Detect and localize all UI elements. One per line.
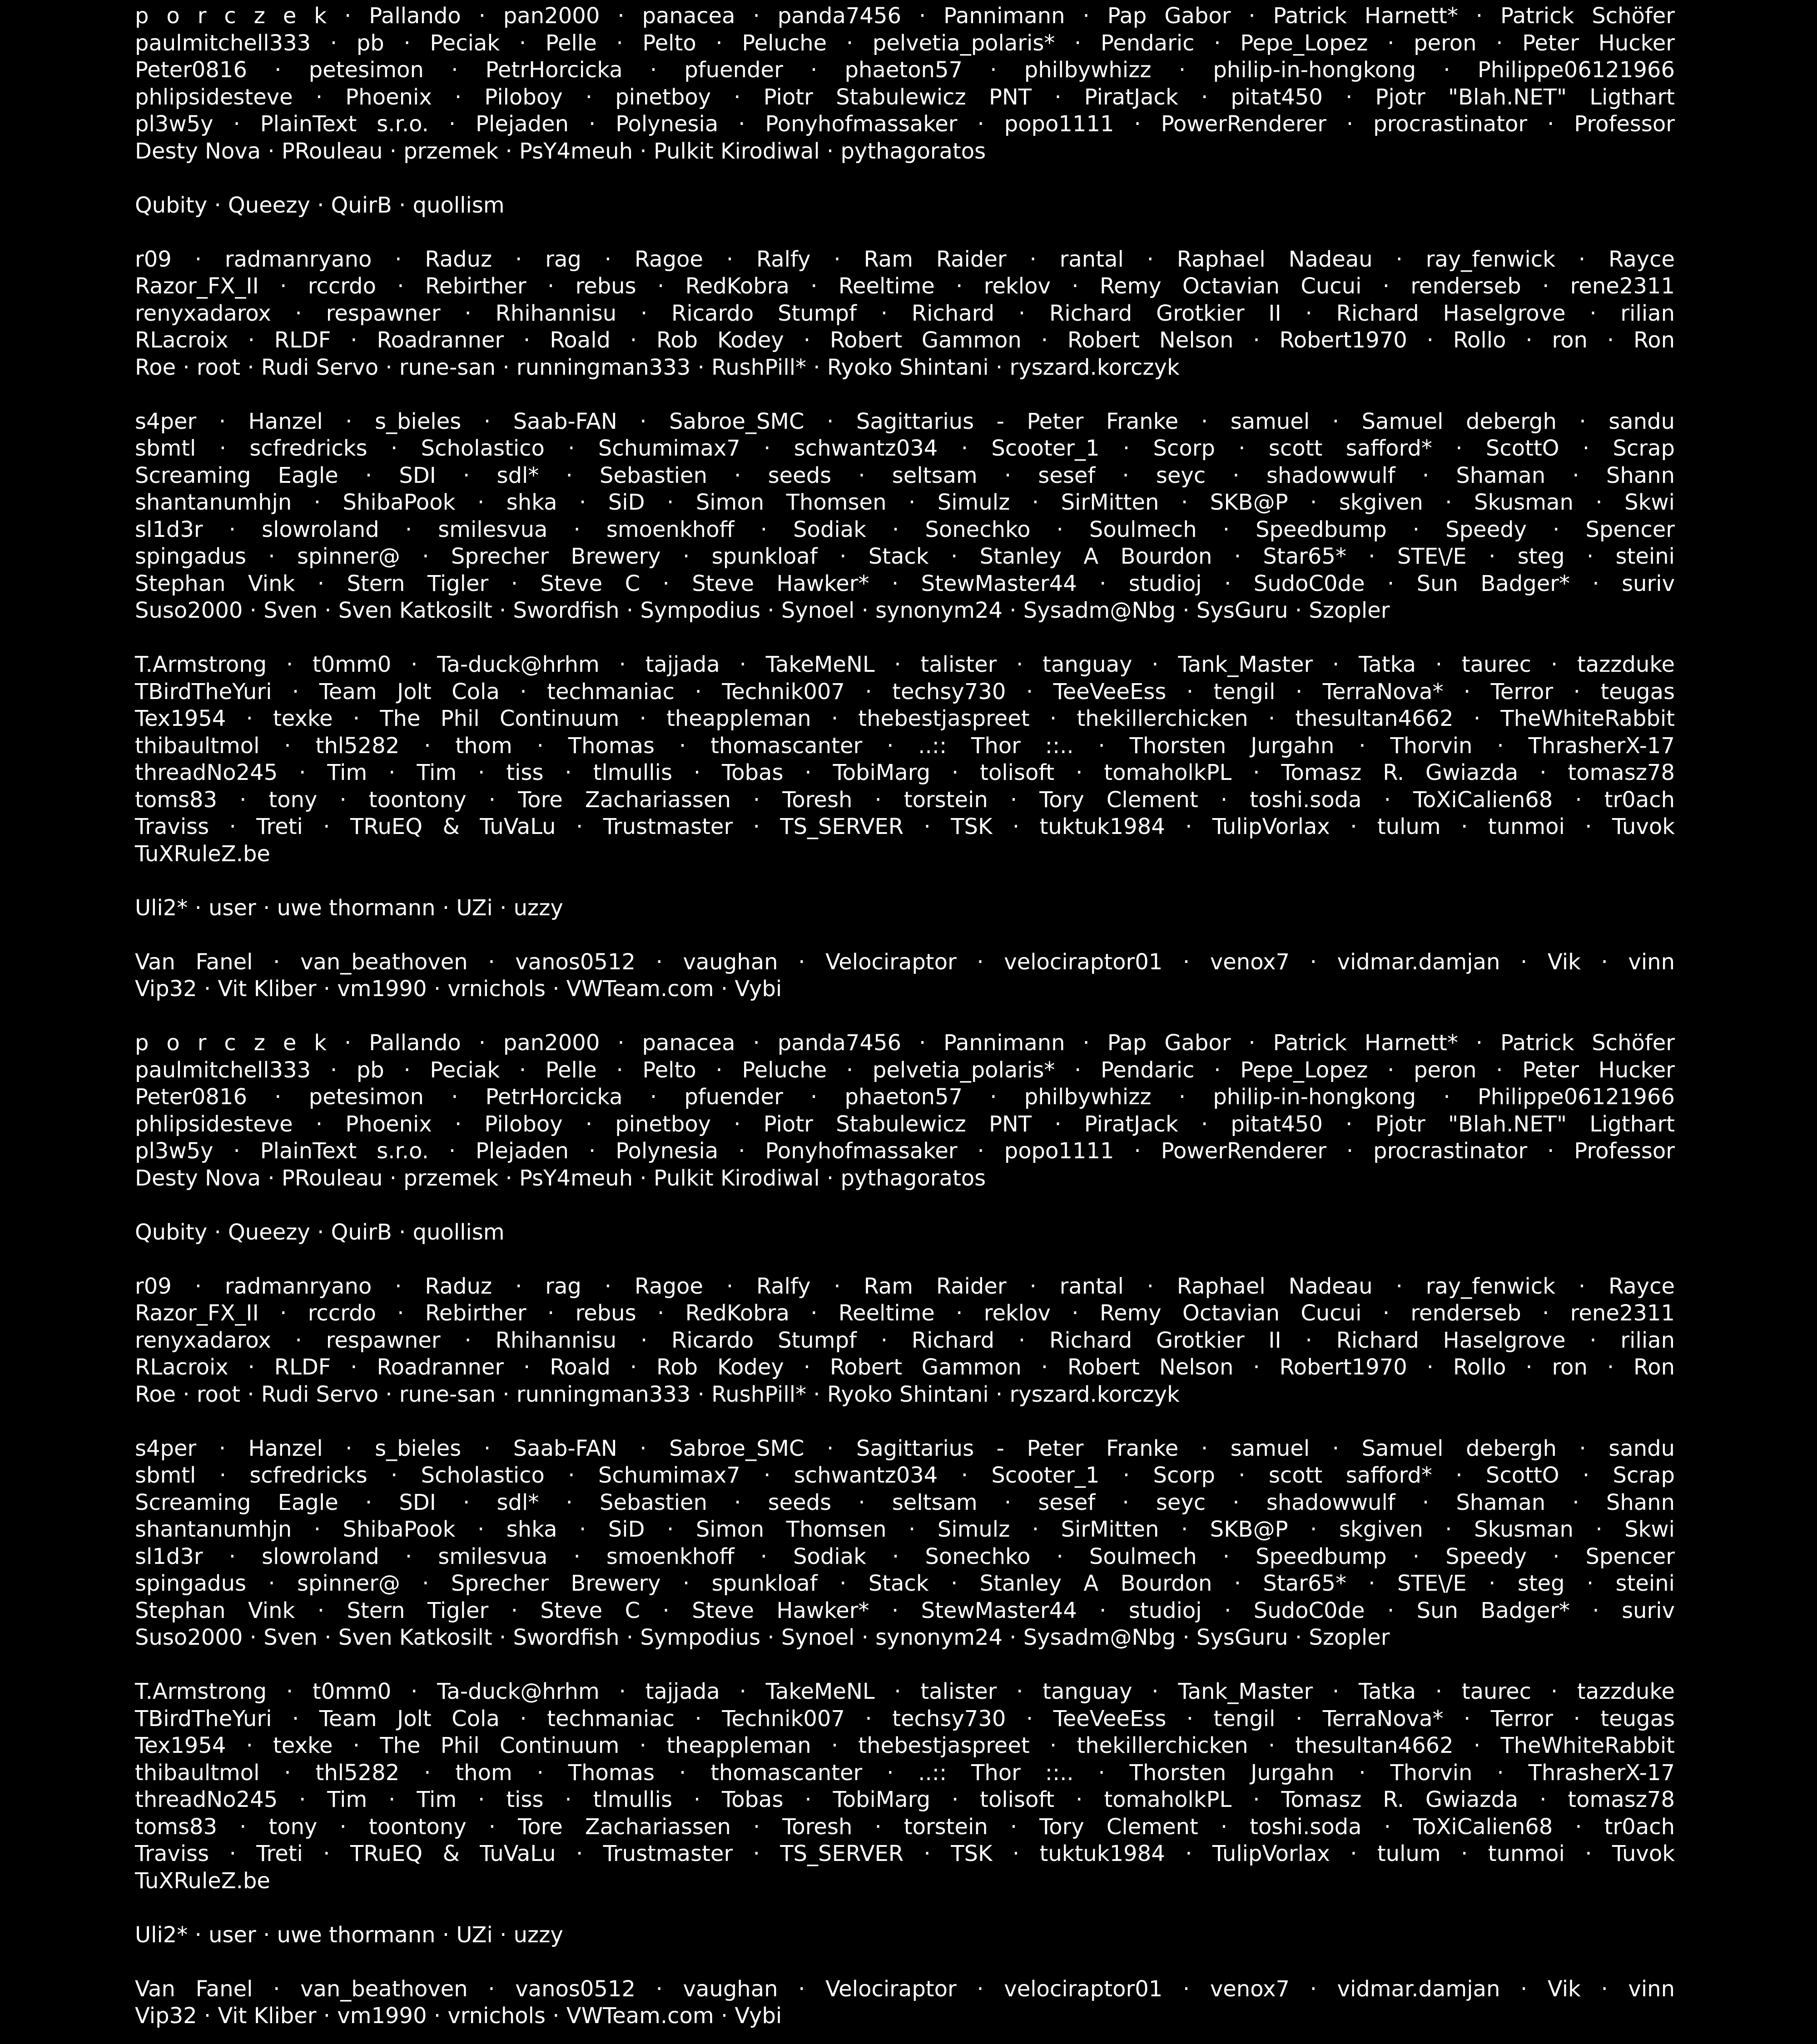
credits-line: Vip32 · Vit Kliber · vm1990 · vrnichols · VWTeam.com · Vybi: [135, 976, 782, 1002]
credits-line: sl1d3r · slowroland · smilesvua · smoenkhoff · Sodiak · Sonechko · Soulmech · Speedbump · Speedy · Spencer: [135, 516, 1675, 542]
credits-line: RLacroix · RLDF · Roadranner · Roald · Rob Kodey · Robert Gammon · Robert Nelson · Robert1970 · Rollo · ron · Ron: [135, 1354, 1675, 1380]
credits-line: renyxadarox · respawner · Rhihannisu · Ricardo Stumpf · Richard · Richard Grotkier II · Richard Haselgrove · rilian: [135, 1327, 1675, 1353]
credits-line: spingadus · spinner@ · Sprecher Brewery · spunkloaf · Stack · Stanley A Bourdon · Star65* · STE\/E · steg · steini: [135, 1571, 1675, 1596]
credits-line: Screaming Eagle · SDI · sdl* · Sebastien · seeds · seltsam · sesef · seyc · shadowwulf · Shaman · Shann: [135, 462, 1675, 488]
credits-line: Peter0816 · petesimon · PetrHorcicka · pfuender · phaeton57 · philbywhizz · philip-in-hongkong · Philippe06121966: [135, 1084, 1675, 1110]
credits-line: shantanumhjn · ShibaPook · shka · SiD · Simon Thomsen · Simulz · SirMitten · SKB@P · skgiven · Skusman · Skwi: [135, 1517, 1675, 1542]
credits-line: toms83 · tony · toontony · Tore Zachariassen · Toresh · torstein · Tory Clement · toshi.soda · ToXiCalien68 · tr0ach: [135, 787, 1675, 813]
credits-line: p o r c z e k · Pallando · pan2000 · panacea · panda7456 · Pannimann · Pap Gabor · Patrick Harnett* · Patrick Schöfer: [135, 1030, 1675, 1056]
credits-line: Desty Nova · PRouleau · przemek · PsY4meuh · Pulkit Kirodiwal · pythagoratos: [135, 1165, 986, 1191]
credits-line: r09 · radmanryano · Raduz · rag · Ragoe · Ralfy · Ram Raider · rantal · Raphael Nadeau · ray_fenwick · Rayce: [135, 246, 1675, 272]
blank-line: [135, 625, 1675, 652]
blank-line: [135, 868, 1675, 895]
credits-line: TBirdTheYuri · Team Jolt Cola · techmaniac · Technik007 · techsy730 · TeeVeeEss · tengil · TerraNova* · Terror · teugas: [135, 1706, 1675, 1731]
credits-line: Stephan Vink · Stern Tigler · Steve C · Steve Hawker* · StewMaster44 · studioj · SudoC0de · Sun Badger* · suriv: [135, 1597, 1675, 1623]
credits-line: r09 · radmanryano · Raduz · rag · Ragoe · Ralfy · Ram Raider · rantal · Raphael Nadeau · ray_fenwick · Rayce: [135, 1273, 1675, 1299]
credits-line: Razor_FX_II · rccrdo · Rebirther · rebus · RedKobra · Reeltime · reklov · Remy Octavian Cucui · renderseb · rene2311: [135, 1300, 1675, 1326]
credits-line: Roe · root · Rudi Servo · rune-san · runningman333 · RushPill* · Ryoko Shintani · ryszard.korczyk: [135, 1381, 1180, 1407]
credits-line: Suso2000 · Sven · Sven Katkosilt · Swordfish · Sympodius · Synoel · synonym24 · Sysadm@Nbg · SysGuru · Szopler: [135, 1625, 1390, 1650]
credits-line: Qubity · Queezy · QuirB · quollism: [135, 192, 505, 218]
credits-line: sbmtl · scfredricks · Scholastico · Schumimax7 · schwantz034 · Scooter_1 · Scorp · scott safford* · ScottO · Scrap: [135, 1463, 1675, 1488]
credits-line: phlipsidesteve · Phoenix · Piloboy · pinetboy · Piotr Stabulewicz PNT · PiratJack · pitat450 · Pjotr "Blah.NET" Ligthart: [135, 84, 1675, 110]
blank-line: [135, 1652, 1675, 1679]
credits-line: Van Fanel · van_beathoven · vanos0512 · vaughan · Velociraptor · velociraptor01 · venox7 · vidmar.damjan · Vik · vinn: [135, 949, 1675, 975]
blank-line: [135, 165, 1675, 192]
blank-line: [135, 1949, 1675, 1976]
blank-line: [135, 1192, 1675, 1219]
credits-line: Peter0816 · petesimon · PetrHorcicka · pfuender · phaeton57 · philbywhizz · philip-in-hongkong · Philippe06121966: [135, 57, 1675, 83]
credits-line: Qubity · Queezy · QuirB · quollism: [135, 1219, 505, 1245]
credits-line: s4per · Hanzel · s_bieles · Saab-FAN · Sabroe_SMC · Sagittarius - Peter Franke · samuel · Samuel debergh · sandu: [135, 1435, 1675, 1461]
credits-line: pl3w5y · PlainText s.r.o. · Plejaden · Polynesia · Ponyhofmassaker · popo1111 · PowerRenderer · procrastinator · Professor: [135, 1138, 1675, 1164]
blank-line: [135, 381, 1675, 408]
credits-line: p o r c z e k · Pallando · pan2000 · panacea · panda7456 · Pannimann · Pap Gabor · Patrick Harnett* · Patrick Schöfer: [135, 3, 1675, 29]
credits-line: Roe · root · Rudi Servo · rune-san · runningman333 · RushPill* · Ryoko Shintani · ryszard.korczyk: [135, 354, 1180, 380]
credits-line: Traviss · Treti · TRuEQ & TuVaLu · Trustmaster · TS_SERVER · TSK · tuktuk1984 · TulipVorlax · tulum · tunmoi · Tuvok: [135, 1841, 1675, 1866]
credits-line: Stephan Vink · Stern Tigler · Steve C · Steve Hawker* · StewMaster44 · studioj · SudoC0de · Sun Badger* · suriv: [135, 571, 1675, 596]
credits-line: Vip32 · Vit Kliber · vm1990 · vrnichols · VWTeam.com · Vybi: [135, 2003, 782, 2029]
credits-line: Van Fanel · van_beathoven · vanos0512 · vaughan · Velociraptor · velociraptor01 · venox7 · vidmar.damjan · Vik · vinn: [135, 1976, 1675, 2002]
credits-line: Razor_FX_II · rccrdo · Rebirther · rebus · RedKobra · Reeltime · reklov · Remy Octavian Cucui · renderseb · rene2311: [135, 273, 1675, 299]
blank-line: [135, 219, 1675, 246]
blank-line: [135, 1895, 1675, 1922]
credits-line: renyxadarox · respawner · Rhihannisu · Ricardo Stumpf · Richard · Richard Grotkier II · Richard Haselgrove · rilian: [135, 300, 1675, 326]
credits-line: sbmtl · scfredricks · Scholastico · Schumimax7 · schwantz034 · Scooter_1 · Scorp · scott safford* · ScottO · Scrap: [135, 436, 1675, 461]
credits-line: spingadus · spinner@ · Sprecher Brewery · spunkloaf · Stack · Stanley A Bourdon · Star65* · STE\/E · steg · steini: [135, 544, 1675, 569]
credits-line: thibaultmol · thl5282 · thom · Thomas · thomascanter · ..:: Thor ::.. · Thorsten Jurgahn · Thorvin · ThrasherX-17: [135, 1760, 1675, 1786]
credits-line: shantanumhjn · ShibaPook · shka · SiD · Simon Thomsen · Simulz · SirMitten · SKB@P · skgiven · Skusman · Skwi: [135, 490, 1675, 515]
credits-line: TuXRuleZ.be: [135, 1868, 270, 1894]
credits-line: Uli2* · user · uwe thormann · UZi · uzzy: [135, 895, 563, 921]
credits-line: phlipsidesteve · Phoenix · Piloboy · pinetboy · Piotr Stabulewicz PNT · PiratJack · pitat450 · Pjotr "Blah.NET" Ligthart: [135, 1111, 1675, 1137]
credits-line: s4per · Hanzel · s_bieles · Saab-FAN · Sabroe_SMC · Sagittarius - Peter Franke · samuel · Samuel debergh · sandu: [135, 408, 1675, 434]
credits-line: Tex1954 · texke · The Phil Continuum · theappleman · thebestjaspreet · thekillerchicken · thesultan4662 · TheWhiteRabbit: [135, 1733, 1675, 1758]
credits-line: Screaming Eagle · SDI · sdl* · Sebastien · seeds · seltsam · sesef · seyc · shadowwulf · Shaman · Shann: [135, 1489, 1675, 1515]
credits-line: threadNo245 · Tim · Tim · tiss · tlmullis · Tobas · TobiMarg · tolisoft · tomaholkPL · Tomasz R. Gwiazda · tomasz78: [135, 760, 1675, 785]
credits-line: Suso2000 · Sven · Sven Katkosilt · Swordfish · Sympodius · Synoel · synonym24 · Sysadm@Nbg · SysGuru · Szopler: [135, 598, 1390, 623]
blank-line: [135, 922, 1675, 949]
credits-line: paulmitchell333 · pb · Peciak · Pelle · Pelto · Peluche · pelvetia_polaris* · Pendaric · Pepe_Lopez · peron · Peter Hucker: [135, 1057, 1675, 1083]
credits-line: Desty Nova · PRouleau · przemek · PsY4meuh · Pulkit Kirodiwal · pythagoratos: [135, 138, 986, 164]
blank-line: [135, 1408, 1675, 1435]
credits-line: T.Armstrong · t0mm0 · Ta-duck@hrhm · tajjada · TakeMeNL · talister · tanguay · Tank_Master · Tatka · taurec · tazzduke: [135, 652, 1675, 677]
credits-line: RLacroix · RLDF · Roadranner · Roald · Rob Kodey · Robert Gammon · Robert Nelson · Robert1970 · Rollo · ron · Ron: [135, 327, 1675, 353]
credits-line: Uli2* · user · uwe thormann · UZi · uzzy: [135, 1922, 563, 1948]
credits-line: thibaultmol · thl5282 · thom · Thomas · thomascanter · ..:: Thor ::.. · Thorsten Jurgahn · Thorvin · ThrasherX-17: [135, 733, 1675, 759]
credits-line: paulmitchell333 · pb · Peciak · Pelle · Pelto · Peluche · pelvetia_polaris* · Pendaric · Pepe_Lopez · peron · Peter Hucker: [135, 30, 1675, 56]
credits-line: TuXRuleZ.be: [135, 841, 270, 867]
credits-line: T.Armstrong · t0mm0 · Ta-duck@hrhm · tajjada · TakeMeNL · talister · tanguay · Tank_Master · Tatka · taurec · tazzduke: [135, 1679, 1675, 1704]
credits-line: pl3w5y · PlainText s.r.o. · Plejaden · Polynesia · Ponyhofmassaker · popo1111 · PowerRenderer · procrastinator · Professor: [135, 111, 1675, 137]
credits-line: Tex1954 · texke · The Phil Continuum · theappleman · thebestjaspreet · thekillerchicken · thesultan4662 · TheWhiteRabbit: [135, 706, 1675, 731]
credits-line: TBirdTheYuri · Team Jolt Cola · techmaniac · Technik007 · techsy730 · TeeVeeEss · tengil · TerraNova* · Terror · teugas: [135, 679, 1675, 704]
blank-line: [135, 1003, 1675, 1030]
credits-line: sl1d3r · slowroland · smilesvua · smoenkhoff · Sodiak · Sonechko · Soulmech · Speedbump · Speedy · Spencer: [135, 1543, 1675, 1569]
credits-line: toms83 · tony · toontony · Tore Zachariassen · Toresh · torstein · Tory Clement · toshi.soda · ToXiCalien68 · tr0ach: [135, 1814, 1675, 1840]
credits-line: Traviss · Treti · TRuEQ & TuVaLu · Trustmaster · TS_SERVER · TSK · tuktuk1984 · TulipVorlax · tulum · tunmoi · Tuvok: [135, 814, 1675, 839]
credits-line: threadNo245 · Tim · Tim · tiss · tlmullis · Tobas · TobiMarg · tolisoft · tomaholkPL · Tomasz R. Gwiazda · tomasz78: [135, 1787, 1675, 1812]
blank-line: [135, 1246, 1675, 1273]
